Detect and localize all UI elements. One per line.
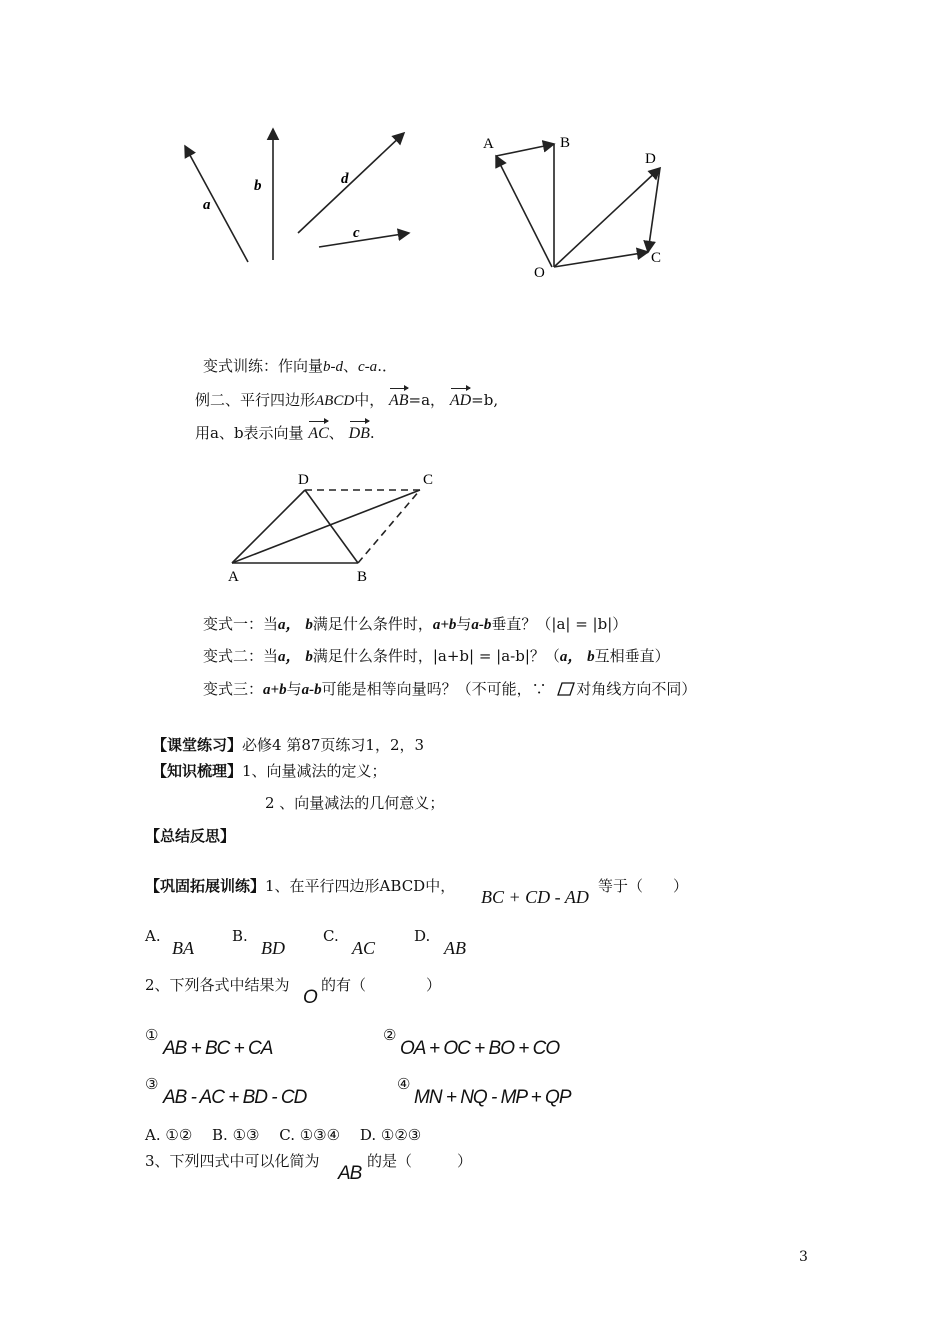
q1-option-a-label: A. (145, 927, 161, 945)
pg-point-b: B (357, 569, 368, 585)
q3-end: 的是（ ） (367, 1152, 473, 1170)
q1-option-b-label: B. (232, 927, 248, 945)
vector-ac: AC (308, 419, 328, 443)
summary-reflection: 【总结反思】 (145, 827, 236, 845)
figure-vectors (0, 100, 950, 300)
classroom-practice: 【课堂练习】必修4 第87页练习1，2，3 (152, 736, 425, 754)
vector-a-line (185, 146, 248, 262)
q2-item-4-expr: MN + NQ - MP + QP (414, 1087, 571, 1108)
pg-point-a: A (228, 569, 239, 585)
q2-item-2-num: ② (383, 1026, 397, 1044)
page-number: 3 (799, 1249, 808, 1265)
pg-point-d: D (298, 472, 309, 488)
q1-option-c-label: C. (323, 927, 339, 945)
parallelogram-icon (557, 682, 575, 696)
figure-parallelogram (0, 460, 950, 590)
vector-ab: AB (389, 386, 409, 410)
q2-end: 的有（ ） (321, 976, 442, 994)
pg-point-c: C (423, 472, 434, 488)
point-c: C (651, 250, 662, 266)
q1-option-d: AB (444, 938, 466, 958)
segment-d-c (648, 168, 660, 252)
vector-db: DB (349, 419, 370, 443)
label-c: c (353, 225, 360, 241)
segment-a-b (496, 144, 554, 156)
label-a: a (203, 197, 211, 213)
label-b: b (254, 178, 262, 194)
variant-training-line: 变式训练：作向量b-d、c-a.． (203, 357, 397, 375)
example2-line2: 用a、b表示向量 AC、 DB. (195, 419, 375, 443)
q1-option-b: BD (261, 938, 285, 958)
consolidate-q2: 2、下列各式中结果为 (145, 976, 290, 994)
point-d: D (645, 151, 656, 167)
q2-item-3-num: ③ (145, 1075, 159, 1093)
variant-1: 变式一：当a， b满足什么条件时，a+b与a-b垂直？（|a| = |b|） (203, 615, 628, 633)
side-b-c-dashed (358, 490, 420, 563)
q3-expression: AB (338, 1163, 362, 1184)
q2-options: A. ①② B. ①③ C. ①③④ D. ①②③ (145, 1126, 422, 1144)
point-a: A (483, 136, 494, 152)
diag-d-b (305, 490, 358, 563)
knowledge-item-2: 2 、向量减法的几何意义； (265, 794, 445, 812)
knowledge-summary: 【知识梳理】1、向量减法的定义； (152, 762, 387, 780)
q1-end: 等于（ ） (598, 877, 689, 895)
q1-option-a: BA (172, 938, 194, 958)
vector-ad: AD (450, 386, 471, 410)
point-b: B (560, 135, 571, 151)
vector-d-line (298, 133, 404, 233)
segment-o-a (496, 156, 552, 267)
point-o: O (534, 265, 545, 281)
variant-3: 变式三：a+b与a-b可能是相等向量吗？（不可能，∵ 对角线方向不同） (203, 680, 697, 698)
consolidate-q3: 3、下列四式中可以化简为 (145, 1152, 320, 1170)
variant-2: 变式二：当a， b满足什么条件时，|a+b| = |a-b|？（a， b互相垂直） (203, 647, 670, 665)
q2-item-1-expr: AB + BC + CA (163, 1038, 273, 1059)
q2-item-4-num: ④ (397, 1075, 411, 1093)
q1-option-c: AC (352, 938, 376, 958)
vector-c-line (319, 233, 409, 247)
q2-item-3-expr: AB - AC + BD - CD (163, 1087, 307, 1108)
diag-a-c (232, 490, 420, 563)
q1-expression: BC + CD - AD (481, 887, 589, 907)
side-a-d (232, 490, 305, 563)
q2-zero-vector: O (303, 987, 317, 1008)
label-d: d (341, 171, 349, 187)
q2-item-1-num: ① (145, 1026, 159, 1044)
consolidate-q1: 【巩固拓展训练】1、在平行四边形ABCD中， (145, 877, 456, 895)
q2-item-2-expr: OA + OC + BO + CO (400, 1038, 560, 1059)
example2-line1: 例二、平行四边形ABCD中， AB=a， AD=b, (195, 386, 498, 410)
q1-option-d-label: D. (414, 927, 431, 945)
